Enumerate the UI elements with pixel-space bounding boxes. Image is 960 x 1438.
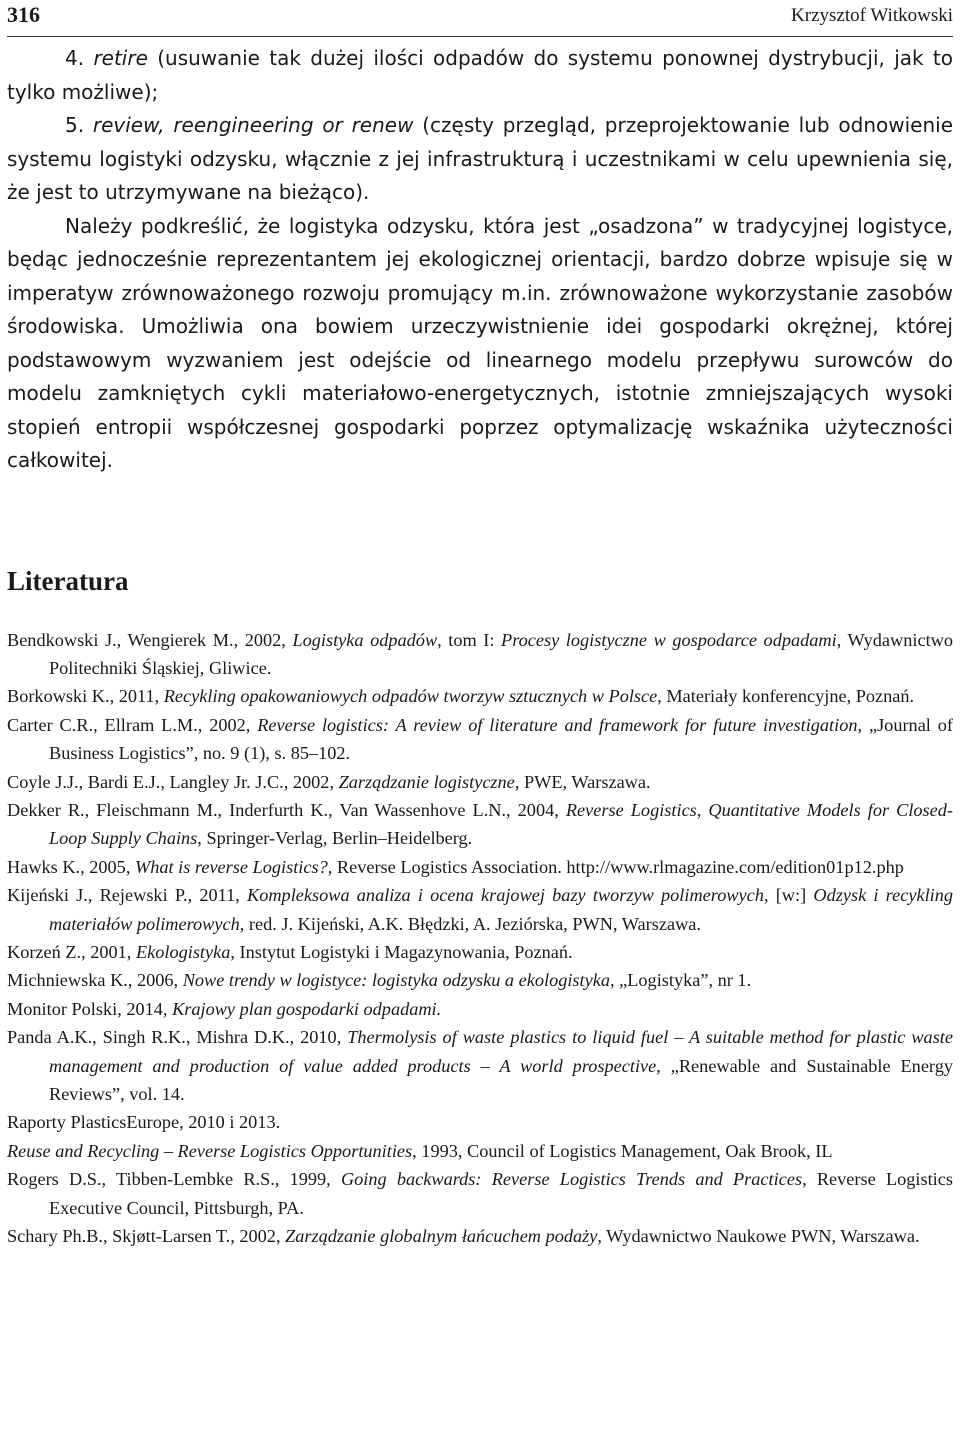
list-item — [7, 109, 953, 210]
list-text: (usuwanie tak dużej ilości odpadów do systemu ponownej dystrybucji, jak to tylko możliwe); — [7, 46, 954, 104]
body-text — [7, 42, 953, 478]
reference-list — [7, 626, 953, 1251]
reference-item: Reuse and Recycling – Reverse Logistics Opportunities, 1993, Council of Logistics Management, Oak Brook, IL — [7, 1140, 833, 1161]
list-term: review, reengineering or renew — [92, 113, 414, 137]
reference-item: Panda A.K., Singh R.K., Mishra D.K., 2010, Thermolysis of waste plastics to liquid fuel – A suitable method for plastic waste management and production of value added products – A world prospective, „Renewable and Sustainable Energy Reviews”, vol. 14. — [7, 1027, 954, 1104]
list-number: 4. — [65, 46, 85, 70]
page-number: 316 — [7, 2, 40, 27]
page — [7, 0, 953, 1250]
reference-item: Coyle J.J., Bardi E.J., Langley Jr. J.C., 2002, Zarządzanie logistyczne, PWE, Warszawa. — [7, 771, 651, 792]
list-item — [7, 42, 953, 109]
reference-item: Korzeń Z., 2001, Ekologistyka, Instytut Logistyki i Magazynowania, Poznań. — [7, 941, 573, 962]
list-term: retire — [93, 46, 148, 70]
reference-item: Borkowski K., 2011, Recykling opakowaniowych odpadów tworzyw sztucznych w Polsce, Materiały konferencyjne, Poznań. — [7, 686, 915, 707]
running-author: Krzysztof Witkowski — [791, 5, 953, 26]
section-heading: Literatura — [7, 565, 129, 596]
reference-item: Dekker R., Fleischmann M., Inderfurth K., Van Wassenhove L.N., 2004, Reverse Logistics, Quantitative Models for Closed-Loop Supply Chains, Springer-Verlag, Berlin–Heidelberg. — [7, 799, 953, 849]
reference-item: Kijeński J., Rejewski P., 2011, Kompleksowa analiza i ocena krajowej bazy tworzyw polimerowych, [w:] Odzysk i recykling materiałów polimerowych, red. J. Kijeński, A.K. Błędzki, A. Jeziórska, PWN, Warszawa. — [7, 885, 954, 934]
reference-item: Bendkowski J., Wengierek M., 2002, Logistyka odpadów, tom I: Procesy logistyczne w gospodarce odpadami, Wydawnictwo Politechniki Śląskiej, Gliwice. — [7, 629, 954, 678]
reference-item: Raporty PlasticsEurope, 2010 i 2013. — [7, 1112, 281, 1133]
running-header — [7, 0, 953, 37]
reference-item: Michniewska K., 2006, Nowe trendy w logistyce: logistyka odzysku a ekologistyka, „Logistyka”, nr 1. — [7, 970, 752, 991]
reference-item: Carter C.R., Ellram L.M., 2002, Reverse logistics: A review of literature and framework for future investigation, „Journal of Business Logistics”, no. 9 (1), s. 85–102. — [7, 714, 953, 764]
reference-item: Hawks K., 2005, What is reverse Logistics?, Reverse Logistics Association. http://www.rlmagazine.com/edition01p12.php — [7, 856, 904, 877]
reference-item: Rogers D.S., Tibben-Lembke R.S., 1999, Going backwards: Reverse Logistics Trends and Practices, Reverse Logistics Executive Council, Pittsburgh, PA. — [7, 1169, 953, 1218]
list-text: (częsty przegląd, przeprojektowanie lub odnowienie systemu logistyki odzysku, włącznie z jej infrastrukturą i uczestnikami w celu upewnienia się, że jest to utrzymywane na bieżąco). — [7, 113, 953, 204]
reference-item: Schary Ph.B., Skjøtt-Larsen T., 2002, Zarządzanie globalnym łańcuchem podaży, Wydawnictwo Naukowe PWN, Warszawa. — [7, 1226, 920, 1247]
reference-item: Monitor Polski, 2014, Krajowy plan gospodarki odpadami. — [7, 998, 442, 1019]
body-paragraph: Należy podkreślić, że logistyka odzysku, która jest „osadzona” w tradycyjnej logistyce, będąc jednocześnie reprezentantem jej ekologicznej orientacji, bardzo dobrze wpisuje się w imperatyw zrównoważonego rozwoju promujący m.in. zrównoważone wykorzystanie zasobów środowiska. Umożliwia ona bowiem urzeczywistnienie idei gospodarki okrężnej, której podstawowym wyzwaniem jest odejście od linearnego modelu przepływu surowców do modelu zamkniętych cykli materiałowo-energetycznych, istotnie zmniejszających wysoki stopień entropii współczesnej gospodarki poprzez optymalizację wskaźnika użyteczności całkowitej. — [7, 213, 953, 472]
list-number: 5. — [65, 113, 85, 137]
